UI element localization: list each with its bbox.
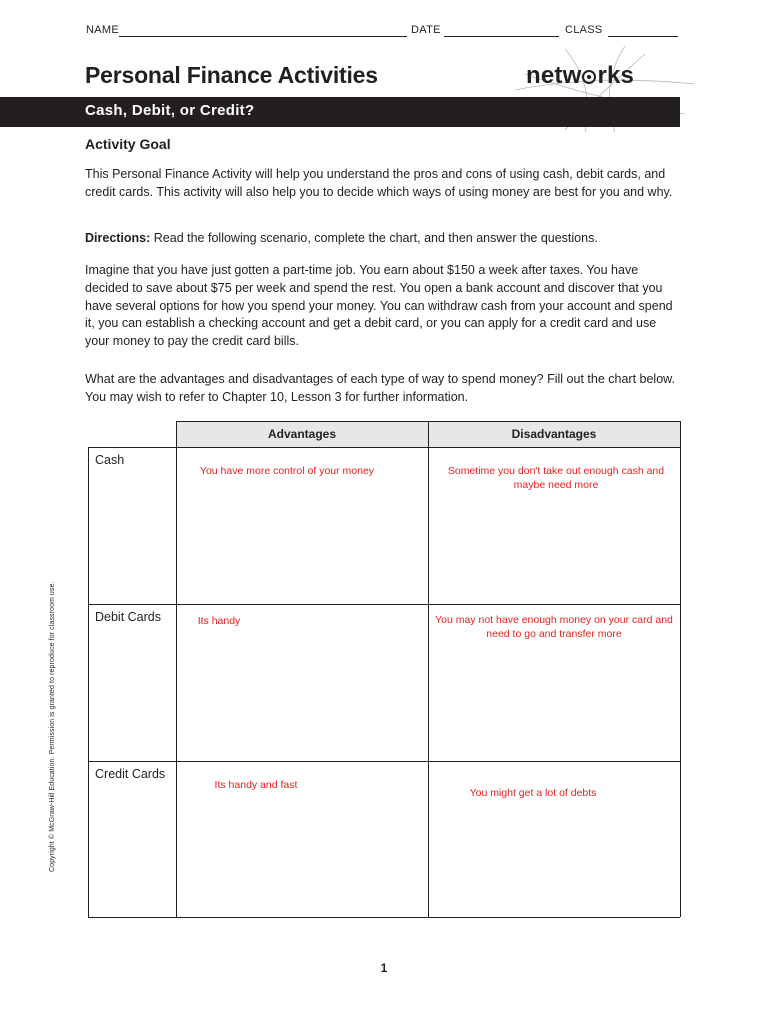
row-label-credit-cards: Credit Cards	[95, 767, 166, 781]
question-text: What are the advantages and disadvantages of each type of way to spend money? Fill out the chart below. You may wish to refer to Chapter 10, Lesson 3 for further information.	[85, 372, 675, 404]
activity-goal-heading: Activity Goal	[85, 136, 171, 152]
date-field-line[interactable]	[444, 36, 559, 37]
row-label-cash: Cash	[95, 453, 125, 467]
subtitle: Cash, Debit, or Credit?	[85, 102, 255, 119]
credit-advantage-answer[interactable]: Its handy and fast	[214, 779, 298, 791]
networks-logo: netw rks	[526, 62, 635, 89]
debit-advantage-answer[interactable]: Its handy	[197, 615, 241, 627]
table-border	[680, 421, 681, 917]
name-field-line[interactable]	[119, 36, 407, 37]
credit-disadvantage-answer[interactable]: You might get a lot of debts	[469, 787, 597, 799]
table-border	[88, 917, 680, 918]
cash-advantage-answer[interactable]: You have more control of your money	[199, 465, 375, 477]
row-label-debit-cards: Debit Cards	[95, 610, 161, 624]
subtitle-banner	[0, 97, 680, 127]
directions	[85, 230, 680, 248]
class-label: CLASS	[565, 24, 603, 36]
page-number: 1	[380, 961, 388, 975]
disadvantages-header: Disadvantages	[511, 427, 597, 441]
class-field-line[interactable]	[608, 36, 678, 37]
logo-ring-icon	[582, 70, 596, 84]
table-border	[428, 421, 429, 917]
cash-disadvantage-answer[interactable]: Sometime you don't take out enough cash and maybe need more	[447, 465, 665, 491]
copyright-note: Copyright © McGraw-Hill Education. Permission is granted to reproduce for classroom use.	[49, 581, 56, 872]
name-label: NAME	[86, 24, 119, 36]
directions-text: Read the following scenario, complete the chart, and then answer the questions.	[153, 231, 598, 245]
scenario-text: Imagine that you have just gotten a part-time job. You earn about $150 a week after taxes. You have decided to save about $75 per week and spend the rest. You open a bank account and discover that you have several options for how you spend your money. You can withdraw cash from your account and spend it, you can establish a checking account and get a debit card, or you can apply for a credit card and use your money to pay the credit card bills.	[85, 263, 673, 349]
advantages-header: Advantages	[267, 427, 337, 441]
table-border	[176, 421, 177, 917]
directions-label: Directions:	[85, 231, 151, 245]
table-border	[88, 447, 89, 917]
activity-goal-text: This Personal Finance Activity will help you understand the pros and cons of using cash, debit cards, and credit cards. This activity will also help you to decide which ways of using money are best for you and why.	[85, 167, 673, 199]
page-title: Personal Finance Activities	[85, 62, 378, 88]
date-label: DATE	[411, 24, 441, 36]
debit-disadvantage-answer[interactable]: You may not have enough money on your card and need to go and transfer more	[435, 614, 673, 640]
